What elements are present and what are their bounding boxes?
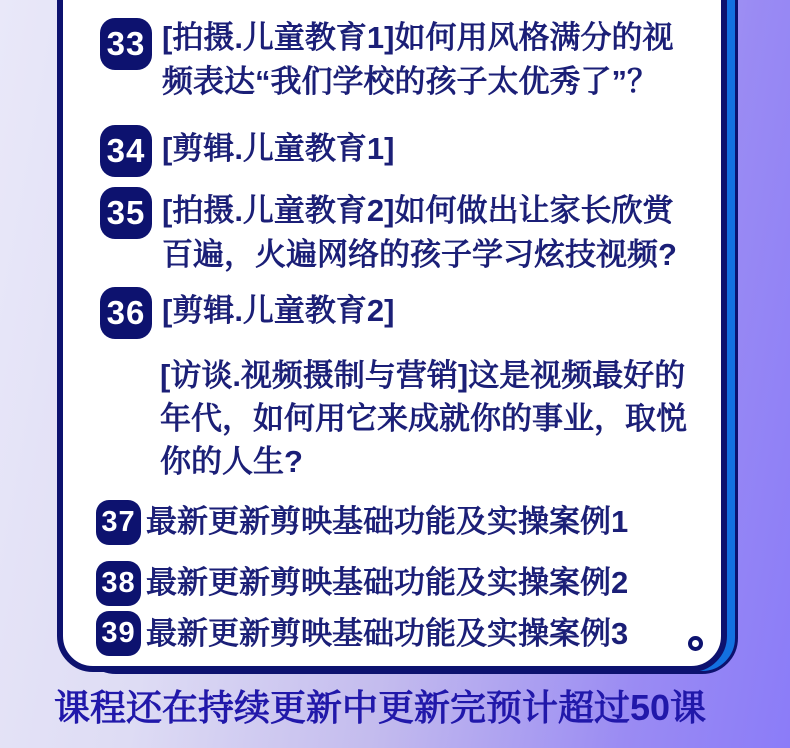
course-item-text <box>146 612 628 655</box>
course-item-line: 最新更新剪映基础功能及实操案例3 <box>146 616 629 651</box>
course-item-line: 最新更新剪映基础功能及实操案例1 <box>146 504 629 539</box>
course-item-line: [拍摄.儿童教育2]如何做出让家长欣赏 <box>162 193 674 228</box>
course-item-text <box>162 127 395 171</box>
course-item-line: [拍摄.儿童教育1]如何用风格满分的视 <box>162 20 674 55</box>
course-item-line: [剪辑.儿童教育2] <box>162 293 395 328</box>
course-item-line: 百遍，火遍网络的孩子学习炫技视频? <box>162 237 677 272</box>
item-number-badge: 39 <box>96 611 141 656</box>
course-item-line: 年代，如何用它来成就你的事业，取悦 <box>160 401 687 436</box>
update-notice: 课程还在持续更新中更新完预计超过50课 <box>53 687 707 728</box>
course-item-line: [剪辑.儿童教育1] <box>162 131 395 166</box>
item-number-badge: 35 <box>100 187 152 239</box>
course-item-text <box>162 189 677 277</box>
course-item-text <box>162 289 395 333</box>
course-item-line: 你的人生? <box>160 444 303 479</box>
item-number-badge: 37 <box>96 500 141 545</box>
course-item-line: 最新更新剪映基础功能及实操案例2 <box>146 565 629 600</box>
course-item-text <box>146 500 628 543</box>
ring-dot-icon <box>688 636 703 651</box>
course-item-text <box>162 16 674 104</box>
item-number-badge: 36 <box>100 287 152 339</box>
course-item-text-interview <box>160 354 687 483</box>
course-item-line: 频表达“我们学校的孩子太优秀了”？ <box>162 64 658 99</box>
item-number-badge: 38 <box>96 561 141 606</box>
item-number-badge: 34 <box>100 125 152 177</box>
course-item-line: [访谈.视频摄制与营销]这是视频最好的 <box>160 358 686 393</box>
course-item-text <box>146 561 628 604</box>
item-number-badge: 33 <box>100 18 152 70</box>
